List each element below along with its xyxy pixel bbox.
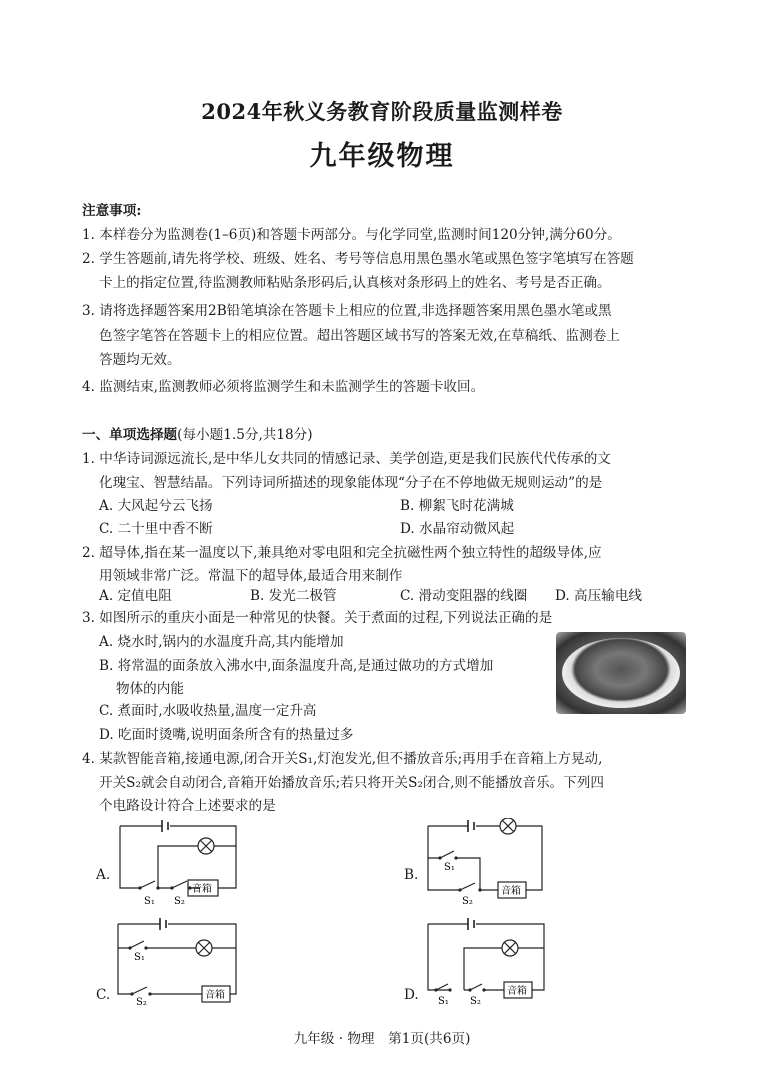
q1-option-c: C. 二十里中香不断: [99, 521, 213, 537]
circuit-b-label: B.: [404, 867, 419, 883]
q3-stem: 3. 如图所示的重庆小面是一种常见的快餐。关于煮面的过程,下列说法正确的是: [82, 610, 553, 626]
q2-option-b: B. 发光二极管: [250, 588, 337, 604]
circuit-a-label: A.: [96, 867, 111, 883]
notice-line: 3. 请将选择题答案用2B铅笔填涂在答题卡上相应的位置,非选择题答案用黑色墨水笔或黑: [82, 303, 612, 319]
section-note: (每小题1.5分,共18分): [177, 427, 313, 443]
circuit-d-label: D.: [404, 987, 419, 1003]
circuit-d-diagram: [420, 914, 560, 1006]
q2-option-c: C. 滑动变阻器的线圈: [400, 588, 528, 604]
q1-option-b: B. 柳絮飞时花满城: [400, 498, 514, 514]
notice-line: 色签字笔答在答题卡上的相应位置。超出答题区域书写的答案无效,在草稿纸、监测卷上: [99, 328, 620, 344]
notice-line: 4. 监测结束,监测教师必须将监测学生和未监测学生的答题卡收回。: [82, 379, 485, 395]
speaker-label: 音箱: [507, 986, 527, 997]
q4-stem: 个电路设计符合上述要求的是: [99, 798, 276, 814]
q2-option-a: A. 定值电阻: [99, 588, 172, 604]
page-footer: 九年级 · 物理 第1页(共6页): [293, 1031, 471, 1047]
q4-stem: 4. 某款智能音箱,接通电源,闭合开关S₁,灯泡发光,但不播放音乐;再用手在音箱上方晃动,: [82, 751, 603, 767]
switch-label: S₁: [134, 952, 145, 963]
switch-label: S₂: [136, 997, 147, 1006]
speaker-label: 音箱: [205, 990, 225, 1001]
notice-line: 1. 本样卷分为监测卷(1–6页)和答题卡两部分。与化学同堂,监测时间120分钟,满分60分。: [82, 227, 621, 243]
q3-option-a: A. 烧水时,锅内的水温度升高,其内能增加: [99, 634, 344, 650]
switch-label: S₂: [174, 896, 185, 906]
speaker-label: 音箱: [501, 886, 521, 897]
noodle-bowl-image: [556, 632, 686, 714]
q1-option-d: D. 水晶帘动微风起: [400, 521, 515, 537]
circuit-c-label: C.: [96, 987, 111, 1003]
q3-option-b: B. 将常温的面条放入沸水中,面条温度升高,是通过做功的方式增加: [99, 658, 494, 674]
notice-line: 2. 学生答题前,请先将学校、班级、姓名、考号等信息用黑色墨水笔或黑色签字笔填写在答题: [82, 251, 634, 267]
q2-stem: 2. 超导体,指在某一温度以下,兼具绝对零电阻和完全抗磁性两个独立特性的超级导体,应: [82, 545, 602, 561]
section-header: [82, 426, 313, 444]
switch-label: S₁: [144, 896, 155, 906]
switch-label: S₂: [462, 896, 473, 906]
section-title: 一、单项选择题: [82, 427, 178, 443]
q1-stem: 1. 中华诗词源远流长,是中华儿女共同的情感记录、美学创造,更是我们民族代代传承的文: [82, 451, 611, 467]
switch-label: S₂: [470, 996, 481, 1006]
q2-stem: 用领域非常广泛。常温下的超导体,最适合用来制作: [99, 568, 403, 584]
switch-label: S₁: [438, 996, 449, 1006]
q1-option-a: A. 大风起兮云飞扬: [99, 498, 213, 514]
speaker-label: 音箱: [192, 884, 212, 895]
circuit-c-diagram: [110, 914, 250, 1006]
circuit-b-diagram: [420, 818, 560, 906]
q2-option-d: D. 高压输电线: [555, 588, 643, 604]
exam-title: 2024年秋义务教育阶段质量监测样卷: [201, 99, 563, 124]
subject-title: 九年级物理: [309, 141, 455, 172]
q3-option-c: C. 煮面时,水吸收热量,温度一定升高: [99, 703, 317, 719]
q1-stem: 化瑰宝、智慧结晶。下列诗词所描述的现象能体现“分子在不停地做无规则运动”的是: [99, 475, 603, 491]
switch-label: S₁: [444, 862, 455, 873]
q4-stem: 开关S₂就会自动闭合,音箱开始播放音乐;若只将开关S₂闭合,则不能播放音乐。下列四: [99, 775, 604, 791]
notice-heading: 注意事项:: [82, 203, 142, 219]
circuit-a-diagram: [110, 818, 250, 906]
notice-line: 卡上的指定位置,待监测教师粘贴条形码后,认真核对条形码上的姓名、考号是否正确。: [99, 275, 611, 291]
notice-line: 答题均无效。: [99, 352, 181, 368]
q3-option-d: D. 吃面时烫嘴,说明面条所含有的热量过多: [99, 727, 354, 743]
q3-option-b-cont: 物体的内能: [116, 681, 184, 697]
